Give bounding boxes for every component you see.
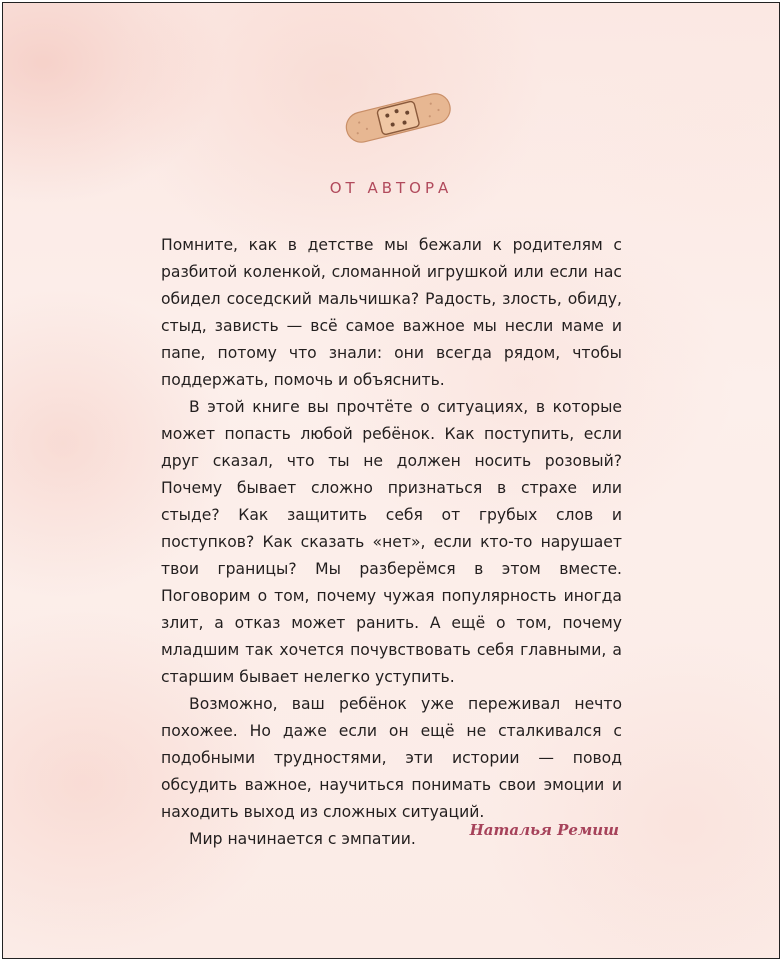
paragraph-2: В этой книге вы прочтёте о ситуациях, в которые может попасть любой ребёнок. Как поступить, если друг сказал, что ты не должен носить розовый? Почему бывает сложно признаться в страхе или стыде? Как защитить себя от грубых слов и поступков? Как сказать «нет», если кто-то нарушает твои границы? Мы разберёмся в этом вместе. Поговорим о том, почему чужая популярность иногда злит, а отказ может ранить. А ещё о том, почему младшим так хочется почувствовать себя главными, а старшим бывает нелегко уступить. xyxy=(161,398,622,686)
paragraph-1: Помните, как в детстве мы бежали к родителям с разбитой коленкой, сломанной игрушкой или если нас обидел соседский мальчишка? Радость, злость, обиду, стыд, зависть — всё самое важное мы несли маме и папе, потому что знали: они всегда рядом, чтобы поддержать, помочь и объяснить. xyxy=(161,236,622,389)
paragraph-4: Мир начинается с эмпатии. xyxy=(189,830,416,848)
bandage-icon xyxy=(339,89,457,145)
page-heading: ОТ АВТОРА xyxy=(329,179,453,197)
book-page xyxy=(2,2,780,959)
author-signature: Наталья Ремиш xyxy=(469,821,619,839)
paragraph-3: Возможно, ваш ребёнок уже переживал нечто похожее. Но даже если он ещё не сталкивался с подобными трудностями, эти истории — повод обсудить важное, научиться понимать свои эмоции и находить выход из сложных ситуаций. xyxy=(161,695,622,821)
body-text xyxy=(161,232,622,853)
